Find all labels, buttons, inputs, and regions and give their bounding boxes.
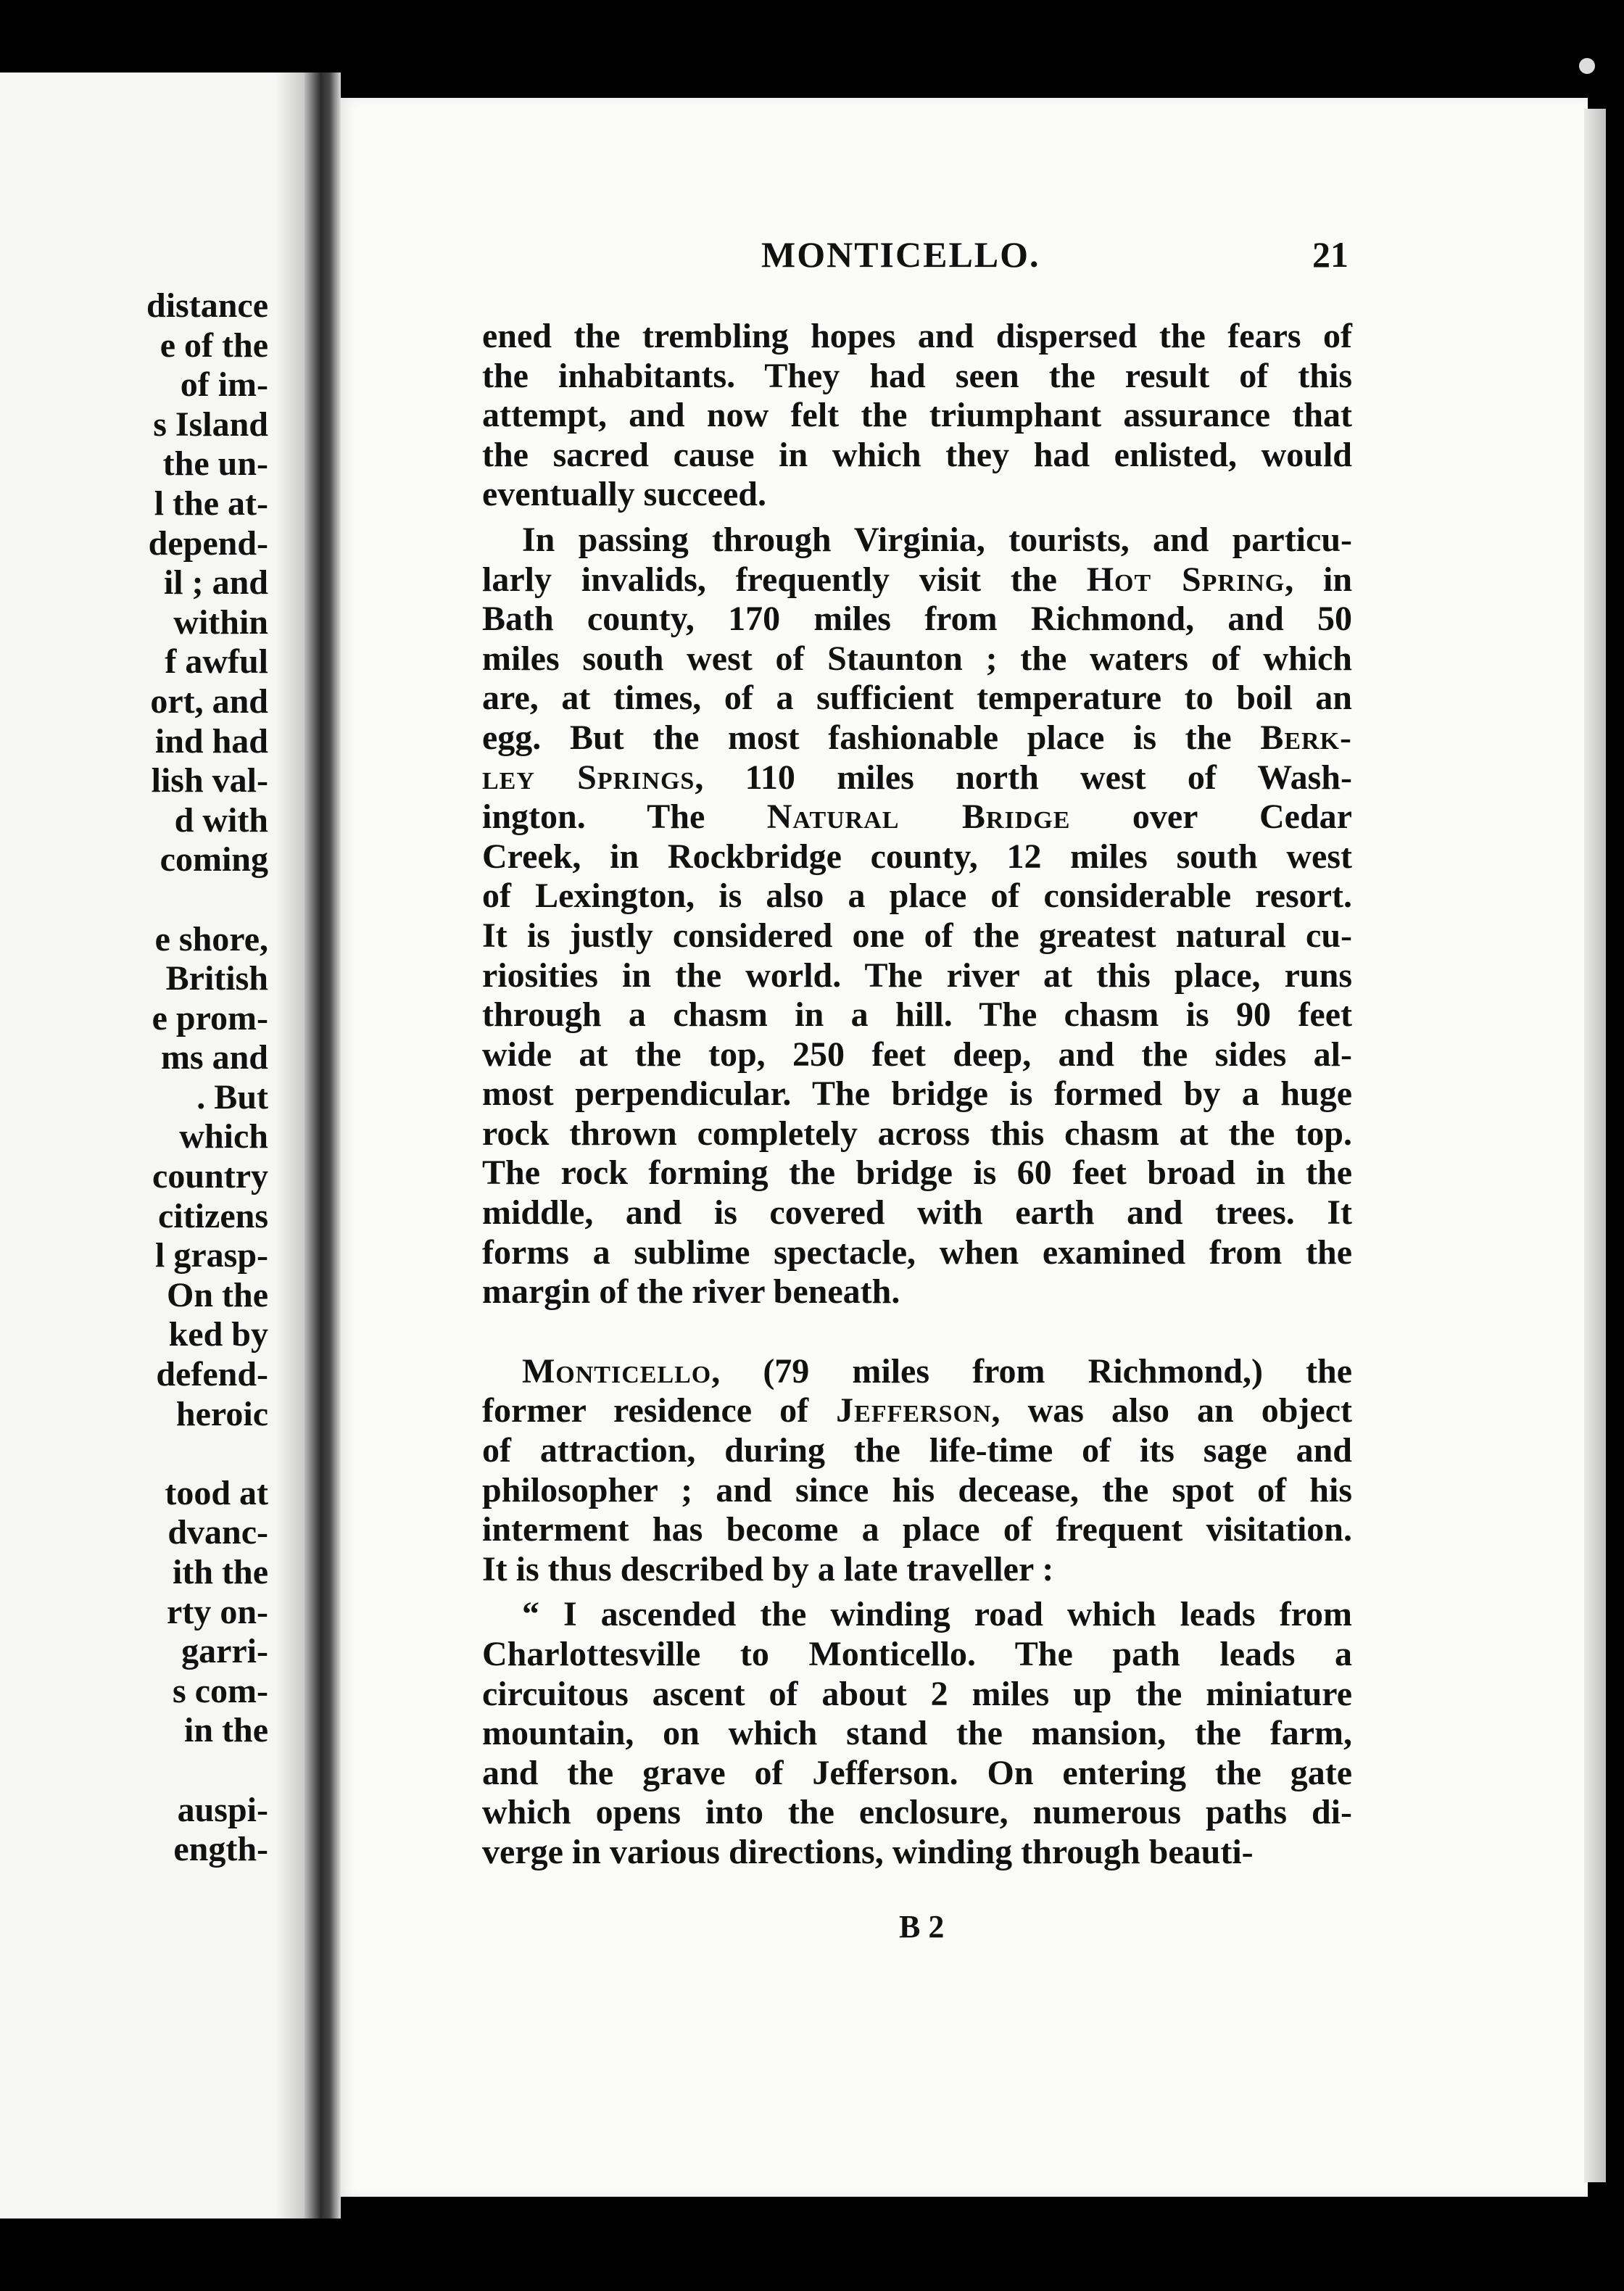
small-caps-term: Monticello <box>522 1351 712 1391</box>
small-caps-term: Hot Spring <box>1086 560 1285 599</box>
left-page-line: tood at <box>165 1473 268 1512</box>
text-span: , in <box>1285 560 1353 599</box>
left-page-line: f awful <box>165 642 268 682</box>
left-page-line: . But <box>196 1077 268 1116</box>
left-page-line: s Island <box>153 405 268 444</box>
left-page-line: distance <box>146 286 268 325</box>
small-caps-term: Natural Bridge <box>766 798 1071 837</box>
text-span: interment has become a place of frequent visitation. <box>482 1510 1352 1549</box>
text-span: It is justly considered one of the greatest natural cu- <box>482 916 1352 955</box>
text-line <box>482 1153 1352 1193</box>
running-head: MONTICELLO. <box>761 234 1040 275</box>
left-page-line: ms and <box>160 1038 268 1077</box>
text-span: middle, and is covered with earth and trees. It <box>482 1193 1352 1232</box>
text-line: “ I ascended the winding road which leads from <box>522 1595 1352 1634</box>
body-text <box>482 317 1352 1873</box>
left-page-line: coming <box>160 840 268 879</box>
page-edge <box>1584 109 1606 2182</box>
text-span: over Cedar <box>1070 798 1352 837</box>
text-span: forms a sublime spectacle, when examined from the <box>482 1232 1352 1272</box>
text-span: rock thrown completely across this chasm at the top. <box>482 1114 1352 1153</box>
text-line <box>482 1352 1352 1392</box>
text-span: former residence of <box>482 1391 837 1430</box>
text-line: Charlottesville to Monticello. The path leads a <box>482 1635 1352 1673</box>
left-page-line: s com- <box>173 1671 268 1710</box>
text-line: eventually succeed. <box>482 475 766 514</box>
text-span: are, at times, of a sufficient temperature to boil an <box>482 679 1352 718</box>
left-page-shadow <box>276 72 304 2218</box>
text-span: It is thus described by a late traveller : <box>482 1549 1054 1588</box>
text-span: larly invalids, frequently visit the <box>482 560 1087 599</box>
text-line: and the grave of Jefferson. On entering the gate <box>482 1753 1352 1792</box>
left-page-line: il ; and <box>163 563 268 602</box>
paragraph-3 <box>482 1352 1352 1590</box>
small-caps-term: Berk- <box>1260 718 1352 757</box>
left-page-line: in the <box>183 1711 268 1750</box>
left-page-line: the un- <box>162 444 268 484</box>
text-line: mountain, on which stand the mansion, the farm, <box>482 1714 1352 1753</box>
left-page-line: citizens <box>158 1196 268 1235</box>
left-page-text <box>146 286 268 1870</box>
text-span: margin of the river beneath. <box>482 1272 900 1312</box>
signature-mark: B 2 <box>899 1909 945 1944</box>
left-page-line: British <box>165 959 268 998</box>
text-line: the inhabitants. They had seen the result of this <box>482 356 1352 395</box>
left-page-line: heroic <box>175 1394 268 1433</box>
text-line: circuitous ascent of about 2 miles up the miniature <box>482 1674 1352 1713</box>
text-span: egg. But the most fashionable place is the <box>482 718 1261 757</box>
text-span: most perpendicular. The bridge is formed by a huge <box>482 1074 1352 1114</box>
left-page-line: rty on- <box>167 1592 268 1631</box>
left-page-line: dvanc- <box>167 1513 268 1552</box>
text-line <box>482 798 1352 837</box>
left-page-line: garri- <box>181 1632 268 1671</box>
left-page-line: ort, and <box>150 682 268 721</box>
left-page-line <box>146 1434 268 1474</box>
text-line <box>482 837 1352 877</box>
text-span: of Lexington, is also a place of considerable resort. <box>482 877 1352 916</box>
text-span: riosities in the world. The river at this place, runs <box>482 956 1352 995</box>
book-gutter <box>304 72 341 2218</box>
text-line <box>482 560 1352 600</box>
text-span: , (79 miles from Richmond,) the <box>711 1351 1352 1391</box>
text-line <box>482 1074 1352 1114</box>
text-line <box>482 521 1352 560</box>
text-span: philosopher ; and since his decease, the spot of his <box>482 1470 1352 1509</box>
left-page-line: l the at- <box>154 484 268 523</box>
left-page-line: ked by <box>168 1315 268 1354</box>
text-line <box>482 916 1352 956</box>
left-page-line: auspi- <box>177 1790 268 1829</box>
text-span: wide at the top, 250 feet deep, and the sides al- <box>482 1035 1352 1074</box>
left-page-line: On the <box>166 1275 268 1314</box>
text-line <box>482 1431 1352 1471</box>
page-header <box>761 233 1348 284</box>
text-line <box>482 1193 1352 1233</box>
text-line: attempt, and now felt the triumphant assurance that <box>482 396 1352 435</box>
text-line <box>482 1391 1352 1431</box>
text-line <box>482 1272 1352 1312</box>
left-page-line: lish val- <box>151 761 268 800</box>
page-number: 21 <box>1312 234 1348 275</box>
paragraph-1 <box>482 317 1352 515</box>
text-span: The rock forming the bridge is 60 feet broad in the <box>482 1153 1352 1193</box>
text-line <box>482 718 1352 758</box>
left-page-line: e shore, <box>154 919 268 958</box>
left-page-line: of im- <box>180 365 268 405</box>
text-line <box>482 995 1352 1035</box>
text-line <box>482 1035 1352 1075</box>
left-page-line: within <box>173 602 268 642</box>
text-line <box>482 1114 1352 1154</box>
left-page-line: e prom- <box>152 998 268 1037</box>
small-caps-term: Jefferson <box>836 1391 992 1430</box>
left-page-line: country <box>152 1157 268 1196</box>
paragraph-4-quotation <box>482 1595 1352 1872</box>
left-page <box>0 72 304 2218</box>
text-span: through a chasm in a hill. The chasm is 90 feet <box>482 995 1352 1035</box>
corner-mark <box>1579 58 1595 74</box>
text-span: , 110 miles north west of Wash- <box>695 758 1352 797</box>
left-page-line: d with <box>174 800 268 840</box>
text-span: , was also an object <box>991 1391 1353 1430</box>
left-page-line: ith the <box>173 1553 268 1591</box>
text-span: miles south west of Staunton ; the waters of which <box>482 639 1352 678</box>
text-line <box>482 639 1352 679</box>
left-page-line: ind had <box>154 721 268 761</box>
text-line <box>482 877 1352 916</box>
left-page-line: e of the <box>160 326 268 365</box>
text-line <box>482 758 1352 798</box>
text-line <box>482 1550 1352 1590</box>
left-page-line: defend- <box>156 1355 268 1394</box>
left-page-line: depend- <box>148 523 268 563</box>
left-page-line: which <box>179 1117 268 1156</box>
text-span: of attraction, during the life-time of its sage and <box>482 1431 1352 1470</box>
text-line <box>482 1510 1352 1550</box>
text-line <box>482 1233 1352 1273</box>
text-span: Creek, in Rockbridge county, 12 miles south west <box>482 837 1352 876</box>
text-line <box>482 956 1352 996</box>
text-line: ened the trembling hopes and dispersed the fears of <box>482 317 1352 355</box>
text-span: Bath county, 170 miles from Richmond, and 50 <box>482 600 1352 639</box>
text-line <box>482 600 1352 639</box>
small-caps-term: ley Springs <box>482 758 695 797</box>
text-line: which opens into the enclosure, numerous paths di- <box>482 1793 1352 1832</box>
text-line <box>482 1471 1352 1511</box>
left-page-line <box>146 1751 268 1791</box>
text-span: In passing through Virginia, tourists, and particu- <box>522 520 1352 559</box>
text-line: verge in various directions, winding through beauti- <box>482 1832 1254 1871</box>
left-page-line <box>146 880 268 920</box>
text-span: ington. The <box>482 798 767 837</box>
paragraph-2 <box>482 521 1352 1312</box>
text-line: the sacred cause in which they had enlisted, would <box>482 435 1352 474</box>
left-page-line: ength- <box>173 1830 268 1869</box>
left-page-line: l grasp- <box>155 1236 268 1275</box>
text-line <box>482 679 1352 718</box>
